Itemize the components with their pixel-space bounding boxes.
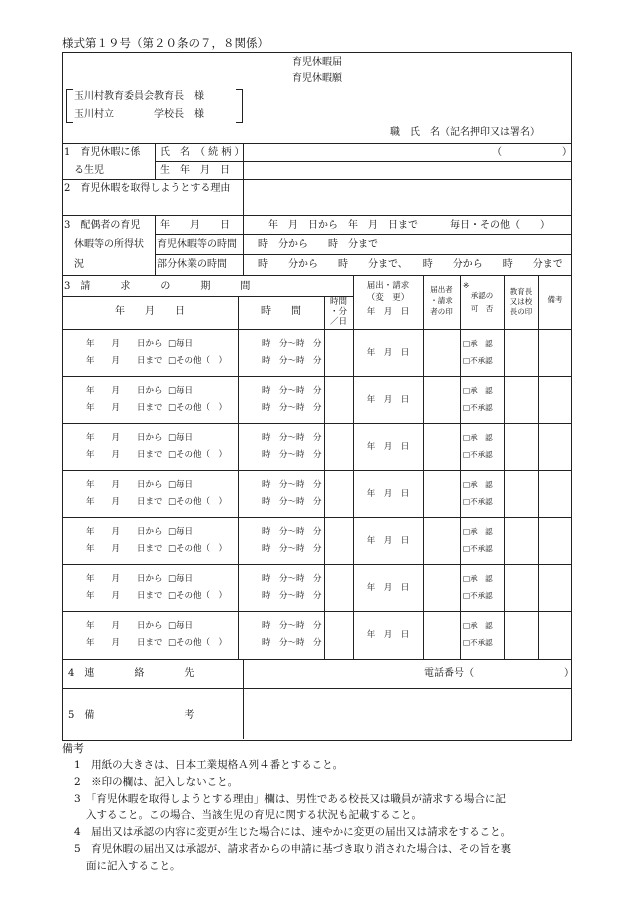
rule (353, 275, 354, 659)
other-checkbox[interactable]: □その他（ ） (168, 591, 228, 601)
request-row-to-date[interactable]: 年 月 日まで (86, 638, 163, 648)
approve-checkbox: □承 認 (463, 480, 493, 489)
request-row-time-2[interactable]: 時 分〜時 分 (262, 638, 322, 648)
addressee-board: 玉川村教育委員会教育長 様 (74, 91, 204, 102)
col-header-seal-3: 者の印 (430, 307, 453, 316)
notes-title: 備考 (62, 742, 84, 755)
note-item-2: 2 ※印の欄は、記入しないこと。 (74, 776, 239, 788)
disapprove-checkbox: □不承認 (463, 638, 493, 647)
rule (243, 215, 244, 275)
request-row-to-date[interactable]: 年 月 日まで (86, 450, 163, 460)
note-item-5-cont: 面に記入すること。 (86, 860, 181, 872)
rule (538, 275, 539, 659)
col-header-submit-2: （変 更） (366, 293, 410, 303)
request-row-time-1[interactable]: 時 分〜時 分 (262, 574, 322, 584)
rule (460, 275, 461, 659)
request-row-to-date[interactable]: 年 月 日まで (86, 544, 163, 554)
rule (62, 275, 572, 276)
row-divider (62, 564, 572, 565)
request-row-to-date[interactable]: 年 月 日まで (86, 497, 163, 507)
col-header-approval-1: 承認の (470, 291, 494, 300)
request-period-label: 3 請 求 の 期 間 (64, 281, 251, 292)
rule (62, 688, 572, 689)
request-row-time-2[interactable]: 時 分〜時 分 (262, 403, 322, 413)
request-row-submit-date[interactable]: 年 月 日 (366, 394, 410, 405)
col-header-hours-3: ／日 (329, 317, 347, 327)
spouse-frequency: 毎日・その他（ ） (450, 220, 550, 231)
child-name-label: 氏 名 （ 続 柄 ） (160, 147, 245, 158)
other-checkbox[interactable]: □その他（ ） (168, 544, 228, 554)
request-row-to-date[interactable]: 年 月 日まで (86, 356, 163, 366)
form-title-leave-notice: 育児休暇届 (292, 57, 342, 68)
request-row-submit-date[interactable]: 年 月 日 (366, 582, 410, 593)
request-row-time-1[interactable]: 時 分〜時 分 (262, 339, 322, 349)
rule (62, 329, 572, 330)
section1-label: 1 育児休暇に係 (64, 147, 141, 158)
request-row-time-2[interactable]: 時 分〜時 分 (262, 497, 322, 507)
request-row-time-1[interactable]: 時 分〜時 分 (262, 433, 322, 443)
spouse-date-label: 年 月 日 (160, 220, 230, 231)
daily-checkbox[interactable]: □毎日 (168, 386, 194, 396)
addressee-principal: 玉川村立 学校長 様 (74, 109, 204, 120)
request-row-from-date[interactable]: 年 月 日から (86, 339, 163, 349)
other-checkbox[interactable]: □その他（ ） (168, 450, 228, 460)
rule (238, 296, 239, 659)
request-row-from-date[interactable]: 年 月 日から (86, 621, 163, 631)
note-item-3: 3 「育児休暇を取得しようとする理由」欄は、男性である校長又は職員が請求する場合に記 (74, 793, 506, 805)
approve-checkbox: □承 認 (463, 621, 493, 630)
rule (423, 275, 424, 659)
request-row-submit-date[interactable]: 年 月 日 (366, 488, 410, 499)
daily-checkbox[interactable]: □毎日 (168, 574, 194, 584)
col-header-seal-2: ・請求 (430, 296, 453, 305)
form-number: 様式第１９号（第２０条の７，８関係） (62, 36, 269, 50)
request-row-submit-date[interactable]: 年 月 日 (366, 535, 410, 546)
daily-checkbox[interactable]: □毎日 (168, 527, 194, 537)
relationship-field[interactable]: （ ） (492, 147, 572, 158)
request-row-time-2[interactable]: 時 分〜時 分 (262, 591, 322, 601)
section3-label-end: 況 (74, 259, 84, 270)
col-header-seal-1: 届出者 (430, 285, 453, 294)
note-item-4: 4 届出又は承認の内容に変更が生じた場合には、速やかに変更の届出又は請求をすること。 (74, 826, 512, 838)
request-row-time-2[interactable]: 時 分〜時 分 (262, 544, 322, 554)
disapprove-checkbox: □不承認 (463, 450, 493, 459)
col-header-approval-2: 可 否 (470, 304, 494, 313)
request-row-time-2[interactable]: 時 分〜時 分 (262, 356, 322, 366)
other-checkbox[interactable]: □その他（ ） (168, 356, 228, 366)
rule (155, 215, 156, 275)
approve-checkbox: □承 認 (463, 574, 493, 583)
section1-label-cont: る生児 (74, 165, 104, 176)
request-row-from-date[interactable]: 年 月 日から (86, 433, 163, 443)
addressee-bracket-right (236, 89, 243, 123)
section2-label: 2 育児休暇を取得しようとする理由 (64, 183, 231, 194)
applicant-name-label: 職 氏 名（記名押印又は署名） (390, 127, 540, 138)
note-item-1: 1 用紙の大きさは、日本工業規格Ａ列４番とすること。 (74, 759, 344, 771)
section5-notes-label: 5 備 考 (68, 710, 195, 721)
row-divider (62, 517, 572, 518)
other-checkbox[interactable]: □その他（ ） (168, 403, 228, 413)
col-header-date: 年 月 日 (115, 306, 185, 317)
col-header-principal-3: 長の印 (509, 307, 533, 316)
col-header-principal-2: 又は校 (509, 297, 533, 306)
rule (62, 296, 353, 297)
rule (243, 179, 244, 215)
partial-leave-value: 時 分から 時 分まで、 時 分から 時 分まで (258, 259, 563, 270)
request-row-time-1[interactable]: 時 分〜時 分 (262, 386, 322, 396)
request-row-time-1[interactable]: 時 分〜時 分 (262, 527, 322, 537)
request-row-time-1[interactable]: 時 分〜時 分 (262, 480, 322, 490)
approve-checkbox: □承 認 (463, 339, 493, 348)
request-row-to-date[interactable]: 年 月 日まで (86, 403, 163, 413)
request-row-submit-date[interactable]: 年 月 日 (366, 441, 410, 452)
rule (62, 143, 572, 144)
disapprove-checkbox: □不承認 (463, 356, 493, 365)
daily-checkbox[interactable]: □毎日 (168, 480, 194, 490)
rule (155, 254, 572, 255)
section4-contact-label: 4 連 絡 先 (68, 668, 195, 679)
request-row-from-date[interactable]: 年 月 日から (86, 527, 163, 537)
daily-checkbox[interactable]: □毎日 (168, 621, 194, 631)
col-header-approval-mark: ※ (463, 281, 470, 290)
col-header-submit-3: 年 月 日 (366, 307, 410, 317)
disapprove-checkbox: □不承認 (463, 497, 493, 506)
disapprove-checkbox: □不承認 (463, 403, 493, 412)
note-item-5: 5 育児休暇の届出又は承認が、請求者からの申請に基づき取り消された場合は、その旨を裏 (74, 843, 512, 855)
spouse-time-value: 時 分から 時 分まで (258, 239, 378, 250)
col-header-submit-1: 届出・請求 (366, 281, 410, 291)
daily-checkbox[interactable]: □毎日 (168, 433, 194, 443)
col-header-principal-1: 教育長 (509, 287, 533, 296)
section3-label-cont: 休暇等の所得状 (74, 239, 144, 250)
rule (155, 234, 572, 235)
note-item-3-cont: 入すること。この場合、当該生児の育児に関する状況も記載すること。 (86, 809, 422, 821)
rule (324, 296, 325, 659)
request-row-from-date[interactable]: 年 月 日から (86, 386, 163, 396)
other-checkbox[interactable]: □その他（ ） (168, 497, 228, 507)
partial-leave-label: 部分休業の時間 (157, 259, 227, 270)
rule (62, 179, 572, 180)
rule (62, 659, 572, 660)
rule (62, 215, 572, 216)
request-row-submit-date[interactable]: 年 月 日 (366, 629, 410, 640)
col-header-notes: 備考 (547, 295, 563, 304)
col-header-time: 時 間 (261, 306, 301, 317)
request-row-time-2[interactable]: 時 分〜時 分 (262, 450, 322, 460)
other-checkbox[interactable]: □その他（ ） (168, 638, 228, 648)
section3-label: 3 配偶者の育児 (64, 220, 141, 231)
request-row-from-date[interactable]: 年 月 日から (86, 574, 163, 584)
row-divider (62, 423, 572, 424)
rule (155, 161, 572, 162)
col-header-hours-1: 時間 (329, 297, 347, 307)
disapprove-checkbox: □不承認 (463, 591, 493, 600)
approve-checkbox: □承 認 (463, 433, 493, 442)
form-title-leave-request: 育児休暇願 (292, 73, 342, 84)
row-divider (62, 611, 572, 612)
disapprove-checkbox: □不承認 (463, 544, 493, 553)
spouse-date-range: 年 月 日から 年 月 日まで (268, 220, 418, 231)
request-row-to-date[interactable]: 年 月 日まで (86, 591, 163, 601)
request-row-submit-date[interactable]: 年 月 日 (366, 347, 410, 358)
col-header-hours-2: ・分 (329, 307, 347, 317)
rule (243, 659, 244, 739)
rule (504, 275, 505, 659)
addressee-bracket-left (66, 89, 73, 123)
row-divider (62, 376, 572, 377)
spouse-time-label: 育児休暇等の時間 (157, 239, 237, 250)
approve-checkbox: □承 認 (463, 386, 493, 395)
request-row-from-date[interactable]: 年 月 日から (86, 480, 163, 490)
row-divider (62, 470, 572, 471)
birth-date-label: 生 年 月 日 (160, 165, 230, 176)
phone-number-field[interactable]: 電話番号（ ） (424, 668, 574, 679)
daily-checkbox[interactable]: □毎日 (168, 339, 194, 349)
approve-checkbox: □承 認 (463, 527, 493, 536)
request-row-time-1[interactable]: 時 分〜時 分 (262, 621, 322, 631)
